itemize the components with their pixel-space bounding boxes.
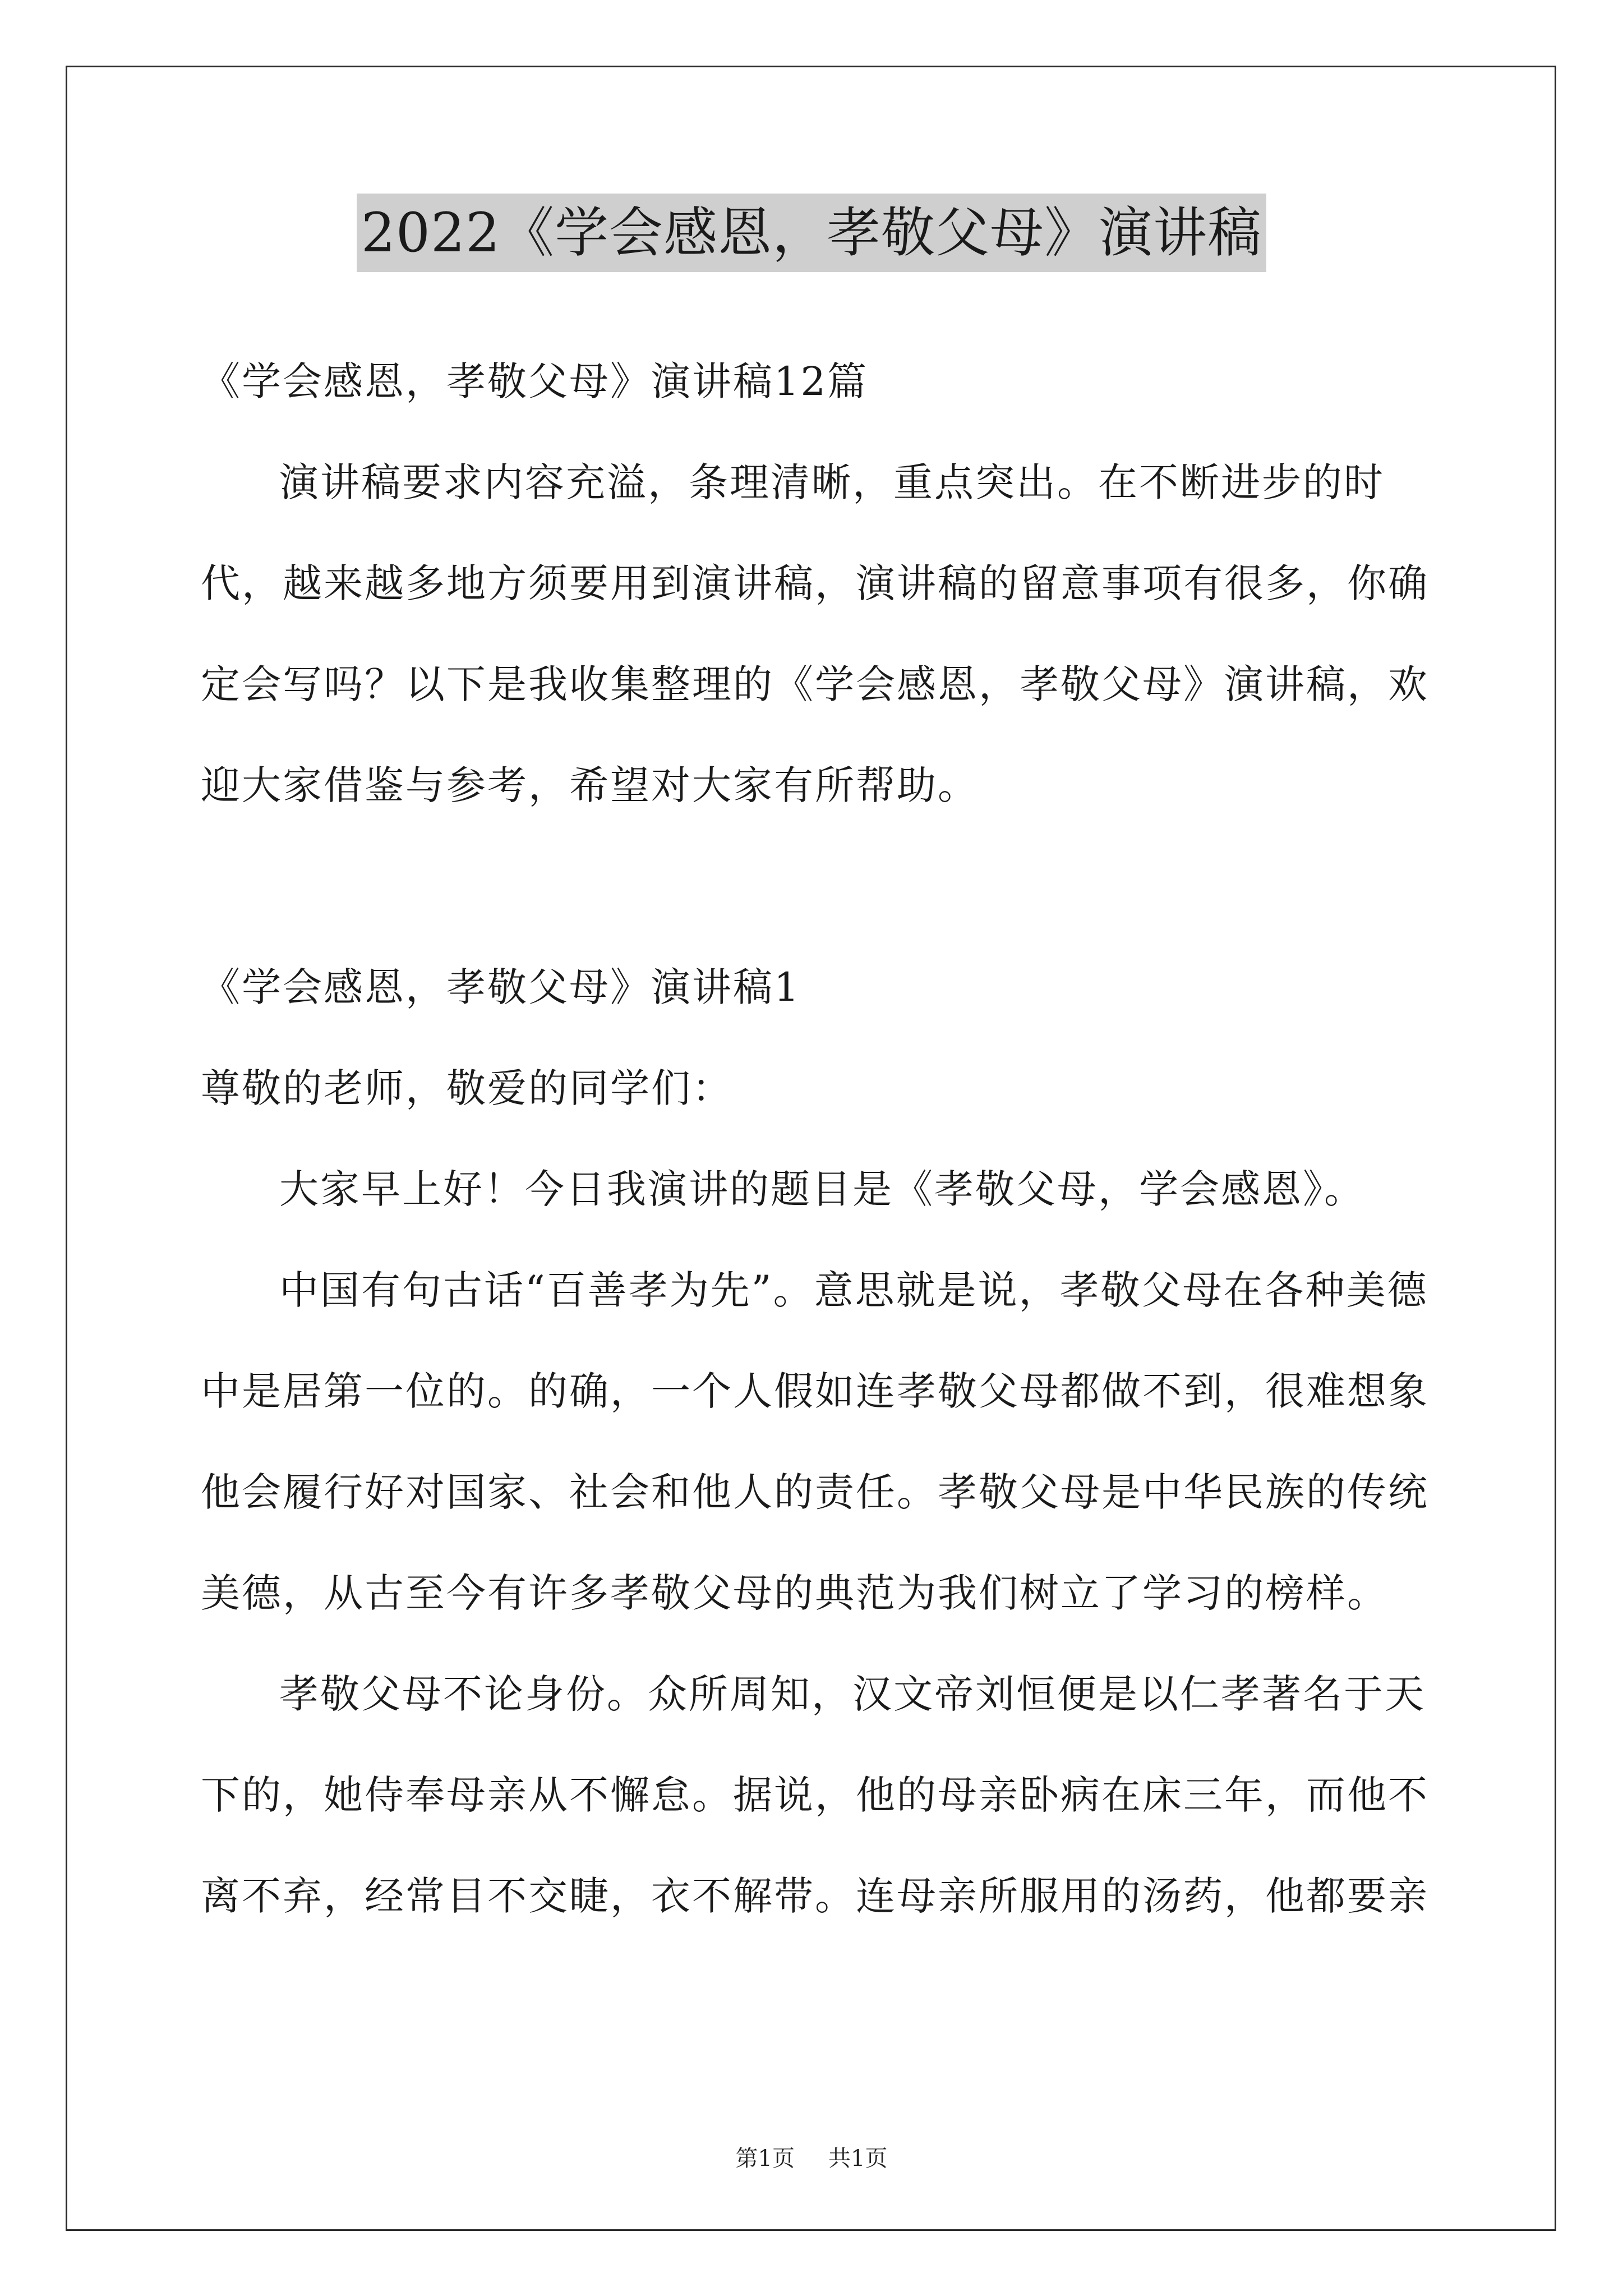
page-number-total: 共1页 (828, 2146, 888, 2171)
section-heading: 《学会感恩，孝敬父母》演讲稿1 (201, 964, 801, 1010)
document-subtitle: 《学会感恩，孝敬父母》演讲稿12篇 (201, 358, 869, 404)
body-paragraph-3: 孝敬父母不论身份。众所周知，汉文帝刘恒便是以仁孝著名于天下的，她侍奉母亲从不懈怠。据说，他的母亲卧病在床三年，而他不离不弃，经常目不交睫，衣不解带。连母亲所服用的汤药，他都要亲 (201, 1671, 1429, 1919)
title-container (0, 194, 1623, 272)
section-spacer (201, 836, 1457, 937)
body-paragraph-2: 中国有句古话“百善孝为先”。意思就是说，孝敬父母在各种美德中是居第一位的。的确，一个人假如连孝敬父母都做不到，很难想象他会履行好对国家、社会和他人的责任。孝敬父母是中华民族的传统美德，从古至今有许多孝敬父母的典范为我们树立了学习的榜样。 (201, 1267, 1429, 1616)
page-footer (0, 2142, 1623, 2175)
document-title: 2022《学会感恩，孝敬父母》演讲稿 (357, 194, 1266, 272)
salutation: 尊敬的老师，敬爱的同学们： (201, 1065, 733, 1111)
page-number-current: 第1页 (735, 2146, 795, 2171)
document-body (201, 331, 1457, 1947)
body-paragraph-1: 大家早上好！今日我演讲的题目是《孝敬父母，学会感恩》。 (279, 1166, 1365, 1212)
intro-paragraph: 演讲稿要求内容充溢，条理清晰，重点突出。在不断进步的时代，越来越多地方须要用到演讲稿，演讲稿的留意事项有很多，你确定会写吗？以下是我收集整理的《学会感恩，孝敬父母》演讲稿，欢迎大家借鉴与参考，希望对大家有所帮助。 (201, 459, 1429, 808)
